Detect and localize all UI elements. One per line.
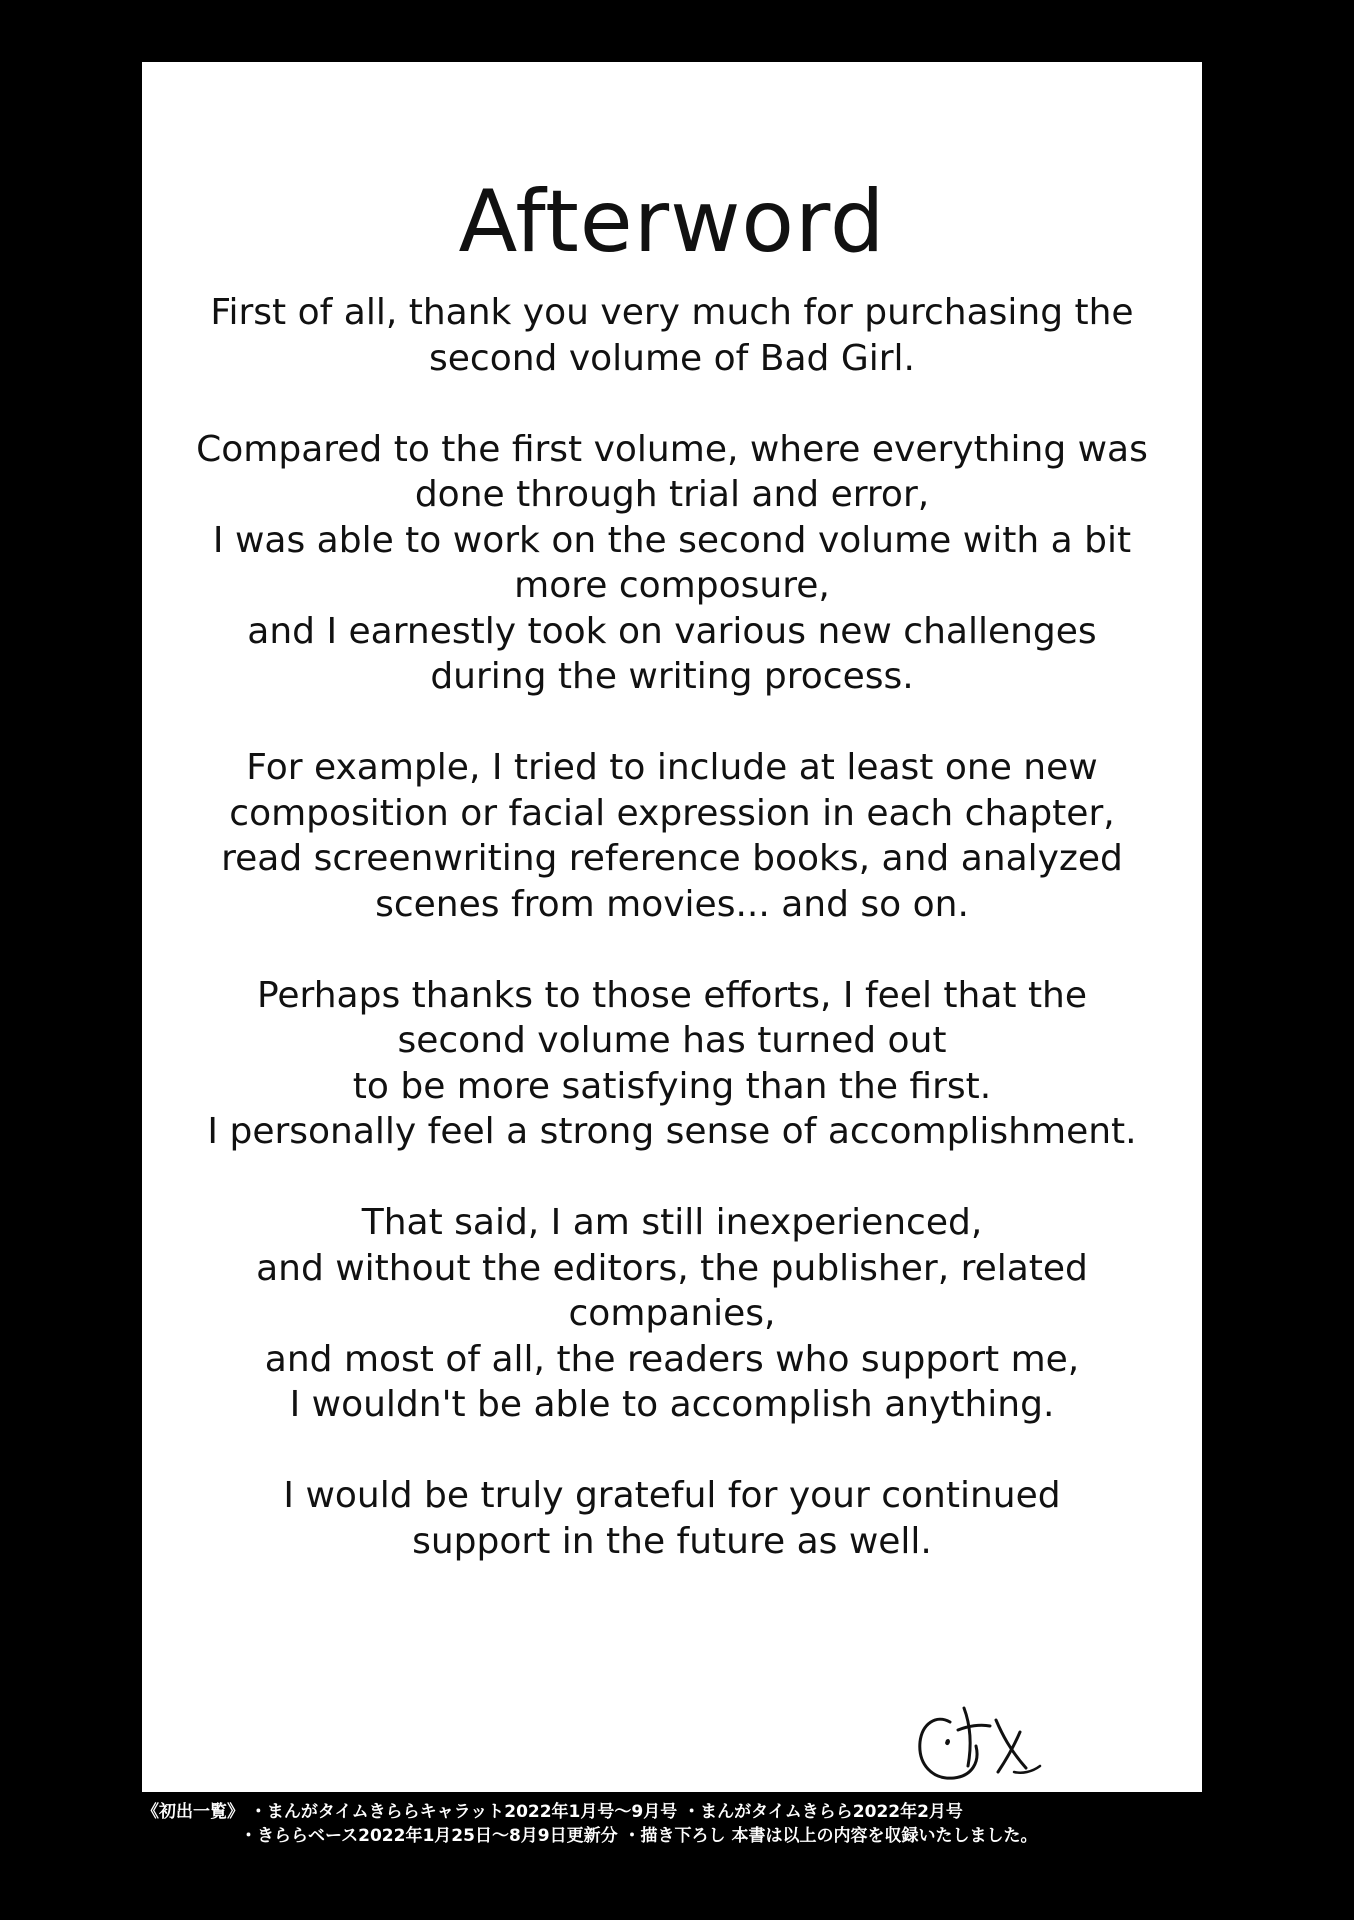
text-line: composition or facial expression in each chapter,	[229, 792, 1115, 834]
text-line: For example, I tried to include at least one new	[246, 747, 1098, 788]
paragraph	[142, 1473, 1202, 1564]
text-line: and most of all, the readers who support me,	[264, 1338, 1080, 1380]
text-line: and I earnestly took on various new challenges	[247, 610, 1097, 652]
text-line: second volume of Bad Girl.	[429, 337, 915, 379]
paragraph	[142, 290, 1202, 381]
text-line: to be more satisfying than the first.	[352, 1065, 992, 1107]
footer-line: ・きららベース2022年1月25日～8月9日更新分 ・描き下ろし 本書は以上の内容を収録いたしました。	[240, 1826, 1038, 1846]
text-line: read screenwriting reference books, and analyzed	[221, 838, 1123, 879]
page-title: Afterword	[458, 172, 886, 272]
footer-line: 《初出一覧》 ・まんがタイムきららキャラット2022年1月号～9月号 ・まんがタイムきらら2022年2月号	[142, 1802, 963, 1822]
first-appearance-list	[142, 1800, 1202, 1848]
text-line: companies,	[568, 1293, 776, 1334]
text-line: I personally feel a strong sense of accomplishment.	[207, 1111, 1137, 1152]
paragraph	[142, 745, 1202, 927]
text-line: I wouldn't be able to accomplish anything.	[289, 1384, 1055, 1425]
text-line: scenes from movies... and so on.	[375, 883, 969, 925]
paragraph	[142, 1200, 1202, 1428]
text-line: and without the editors, the publisher, related	[256, 1247, 1088, 1289]
text-line: done through trial and error,	[414, 474, 930, 515]
text-line: more composure,	[514, 565, 830, 606]
paragraph	[142, 427, 1202, 700]
paragraph	[142, 973, 1202, 1155]
text-line: I was able to work on the second volume with a bit	[212, 519, 1132, 561]
text-line: Compared to the first volume, where everything was	[196, 428, 1148, 470]
text-line: during the writing process.	[430, 656, 914, 697]
text-line: Perhaps thanks to those efforts, I feel that the	[256, 974, 1088, 1016]
afterword-page	[142, 62, 1202, 1792]
text-line: second volume has turned out	[397, 1020, 947, 1061]
text-line: I would be truly grateful for your continued	[283, 1475, 1061, 1516]
text-line: First of all, thank you very much for purchasing the	[210, 292, 1134, 333]
handwritten-signature-icon	[902, 1680, 1062, 1800]
text-line: support in the future as well.	[412, 1520, 932, 1562]
afterword-body	[142, 290, 1202, 1610]
text-line: That said, I am still inexperienced,	[361, 1202, 983, 1243]
